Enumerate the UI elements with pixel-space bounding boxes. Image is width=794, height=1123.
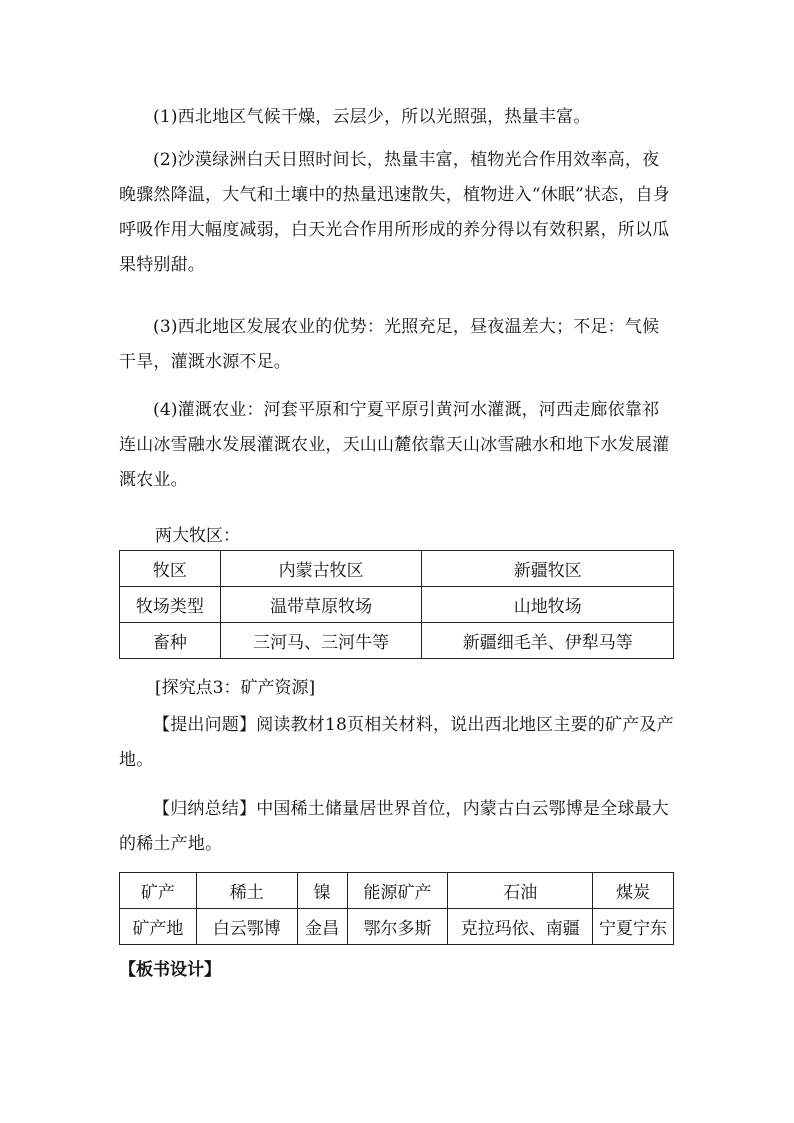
table-cell: 山地牧场 xyxy=(422,587,674,623)
table-cell: 金昌 xyxy=(297,909,347,945)
table-cell: 煤炭 xyxy=(593,873,674,909)
table-cell: 矿产 xyxy=(120,873,197,909)
pastoral-title: 两大牧区： xyxy=(155,526,240,546)
table-row xyxy=(120,623,674,659)
table-cell: 内蒙古牧区 xyxy=(220,551,422,587)
table-cell: 能源矿产 xyxy=(347,873,448,909)
mineral-table xyxy=(119,872,674,945)
table-cell: 畜种 xyxy=(120,623,221,659)
table-row xyxy=(120,587,674,623)
table-cell: 温带草原牧场 xyxy=(220,587,422,623)
table-row xyxy=(120,909,674,945)
table-cell: 克拉玛依、南疆 xyxy=(448,909,593,945)
paragraph-1: (1)西北地区气候干燥，云层少，所以光照强，热量丰富。 xyxy=(153,107,591,127)
board-design-heading: 【板书设计】 xyxy=(119,960,221,980)
table-cell: 鄂尔多斯 xyxy=(347,909,448,945)
explore-title: [探究点3：矿产资源] xyxy=(155,678,316,698)
paragraph-4: (4)灌溉农业：河套平原和宁夏平原引黄河水灌溉，河西走廊依靠祁连山冰雪融水发展灌溉农业，天山山麓依靠天山冰雪融水和地下水发展灌溉农业。 xyxy=(119,400,670,490)
paragraph-2: (2)沙漠绿洲白天日照时间长，热量丰富，植物光合作用效率高，夜晚骤然降温，大气和土壤中的热量迅速散失，植物进入“休眠”状态，自身呼吸作用大幅度减弱，白天光合作用所形成的养分得以有效积累，所以瓜果特别甜。 xyxy=(119,150,670,275)
table-cell: 宁夏宁东 xyxy=(593,909,674,945)
table-cell: 白云鄂博 xyxy=(196,909,297,945)
paragraph-3: (3)西北地区发展农业的优势：光照充足，昼夜温差大；不足：气候干旱，灌溉水源不足。 xyxy=(119,317,660,372)
table-cell: 新疆细毛羊、伊犁马等 xyxy=(422,623,674,659)
pastoral-table xyxy=(119,550,674,659)
table-cell: 石油 xyxy=(448,873,593,909)
table-cell: 牧场类型 xyxy=(120,587,221,623)
table-cell: 牧区 xyxy=(120,551,221,587)
table-cell: 新疆牧区 xyxy=(422,551,674,587)
table-cell: 稀土 xyxy=(196,873,297,909)
table-row xyxy=(120,873,674,909)
table-cell: 镍 xyxy=(297,873,347,909)
table-cell: 矿产地 xyxy=(120,909,197,945)
question-paragraph: 【提出问题】阅读教材18页相关材料，说出西北地区主要的矿产及产地。 xyxy=(119,715,674,770)
summary-paragraph: 【归纳总结】中国稀土储量居世界首位，内蒙古白云鄂博是全球最大的稀土产地。 xyxy=(119,799,669,854)
table-cell: 三河马、三河牛等 xyxy=(220,623,422,659)
table-row xyxy=(120,551,674,587)
